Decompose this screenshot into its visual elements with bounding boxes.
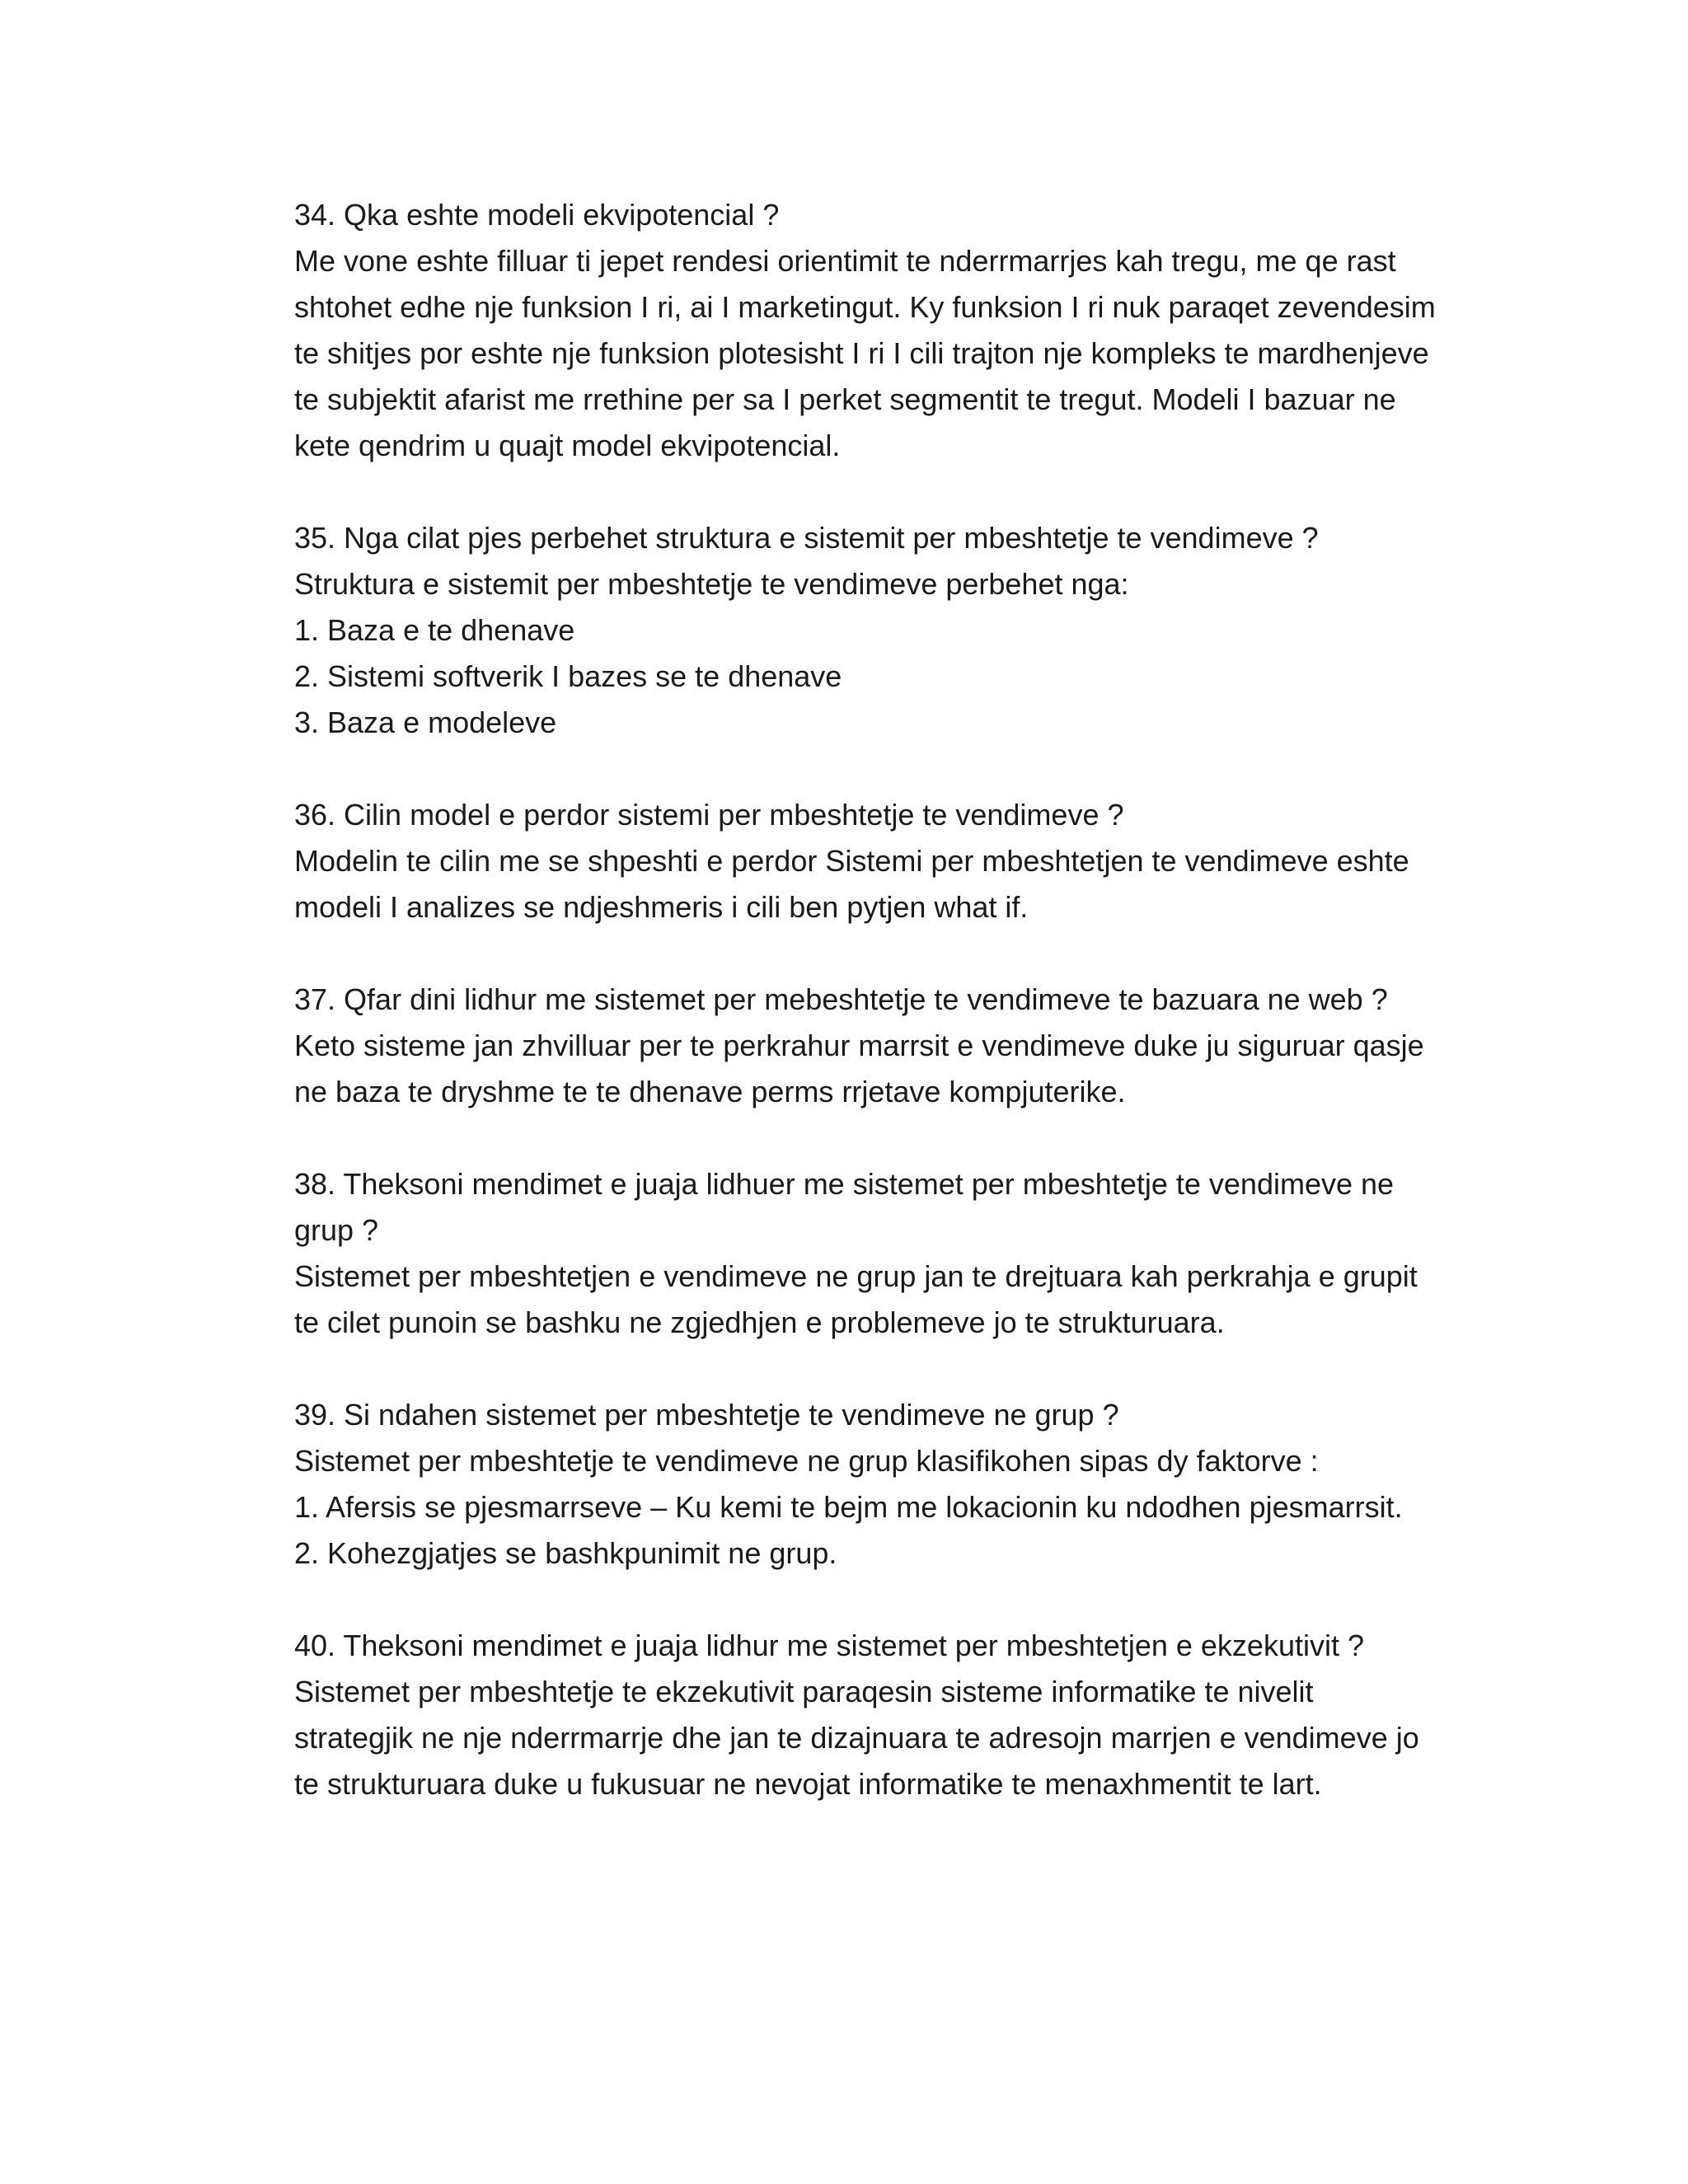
qa-section-37	[294, 977, 1481, 1115]
qa-section-35	[294, 515, 1481, 746]
answer-line: te strukturuara duke u fukusuar ne nevojat informatike te menaxhmentit te lart.	[294, 1767, 1322, 1801]
answer-line: ne baza te dryshme te te dhenave perms rrjetave kompjuterike.	[294, 1075, 1126, 1108]
qa-section-34	[294, 192, 1481, 469]
qa-section-38	[294, 1161, 1481, 1346]
question-heading: 39. Si ndahen sistemet per mbeshtetje te vendimeve ne grup ?	[294, 1398, 1119, 1432]
answer-line: te cilet punoin se bashku ne zgjedhjen e problemeve jo te strukturuara.	[294, 1305, 1225, 1339]
answer-line: te subjektit afarist me rrethine per sa I perket segmentit te tregut. Modeli I bazuar ne	[294, 382, 1396, 416]
answer-list-item: 2. Kohezgjatjes se bashkpunimit ne grup.	[294, 1536, 837, 1570]
answer-line: Modelin te cilin me se shpeshti e perdor Sistemi per mbeshtetjen te vendimeve eshte	[294, 844, 1409, 878]
answer-list-item: 2. Sistemi softverik I bazes se te dhenave	[294, 659, 842, 693]
answer-line: strategjik ne nje nderrmarrje dhe jan te dizajnuara te adresojn marrjen e vendimeve jo	[294, 1721, 1419, 1755]
answer-line: Sistemet per mbeshtetje te ekzekutivit paraqesin sisteme informatike te nivelit	[294, 1675, 1314, 1708]
answer-list-item: 1. Afersis se pjesmarrseve – Ku kemi te bejm me lokacionin ku ndodhen pjesmarrsit.	[294, 1490, 1403, 1524]
answer-line: kete qendrim u quajt model ekvipotencial.	[294, 429, 841, 462]
answer-line: shtohet edhe nje funksion I ri, ai I marketingut. Ky funksion I ri nuk paraqet zevendesim	[294, 290, 1436, 324]
answer-line: Sistemet per mbeshtetjen e vendimeve ne grup jan te drejtuara kah perkrahja e grupit	[294, 1259, 1418, 1293]
question-heading-continued: grup ?	[294, 1213, 379, 1247]
answer-line: Sistemet per mbeshtetje te vendimeve ne grup klasifikohen sipas dy faktorve :	[294, 1444, 1319, 1478]
document-page	[294, 192, 1481, 1854]
question-heading: 38. Theksoni mendimet e juaja lidhuer me sistemet per mbeshtetje te vendimeve ne	[294, 1167, 1395, 1201]
qa-section-40	[294, 1623, 1481, 1807]
question-heading: 34. Qka eshte modeli ekvipotencial ?	[294, 198, 780, 232]
qa-section-36	[294, 792, 1481, 930]
qa-section-39	[294, 1392, 1481, 1577]
question-heading: 36. Cilin model e perdor sistemi per mbeshtetje te vendimeve ?	[294, 798, 1124, 832]
question-heading: 35. Nga cilat pjes perbehet struktura e sistemit per mbeshtetje te vendimeve ?	[294, 521, 1319, 555]
answer-line: modeli I analizes se ndjeshmeris i cili ben pytjen what if.	[294, 890, 1029, 924]
answer-line: Me vone eshte filluar ti jepet rendesi orientimit te nderrmarrjes kah tregu, me qe rast	[294, 244, 1396, 278]
question-heading: 40. Theksoni mendimet e juaja lidhur me sistemet per mbeshtetjen e ekzekutivit ?	[294, 1629, 1364, 1662]
answer-line: te shitjes por eshte nje funksion plotesisht I ri I cili trajton nje kompleks te mardhenjeve	[294, 336, 1429, 370]
answer-list-item: 1. Baza e te dhenave	[294, 613, 575, 647]
question-heading: 37. Qfar dini lidhur me sistemet per mebeshtetje te vendimeve te bazuara ne web ?	[294, 982, 1388, 1016]
answer-list-item: 3. Baza e modeleve	[294, 705, 557, 739]
answer-line: Struktura e sistemit per mbeshtetje te vendimeve perbehet nga:	[294, 567, 1129, 601]
answer-line: Keto sisteme jan zhvilluar per te perkrahur marrsit e vendimeve duke ju siguruar qasje	[294, 1029, 1424, 1062]
